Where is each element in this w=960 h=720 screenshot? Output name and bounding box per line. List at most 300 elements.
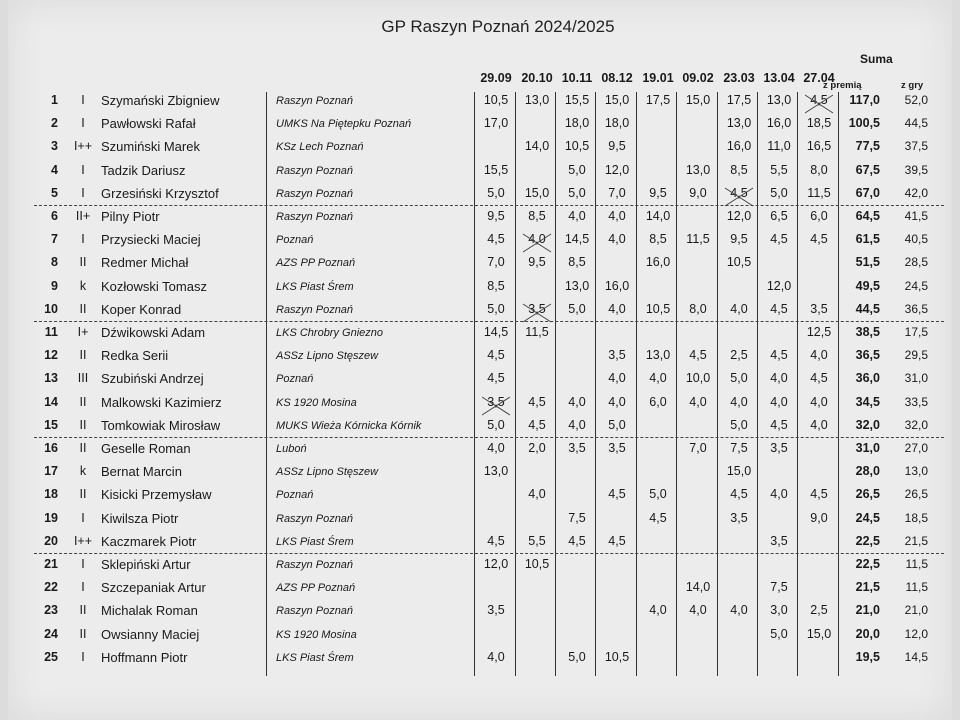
- table-row: [8, 322, 952, 345]
- score-cell: 4,5: [608, 487, 626, 502]
- category-cell: k: [79, 278, 87, 293]
- score-cell: 4,5: [730, 487, 748, 502]
- score-cell: 11,0: [767, 139, 791, 154]
- total-from-games-cell: 42,0: [904, 185, 928, 200]
- score-cell: 9,5: [649, 185, 667, 200]
- club-cell: Raszyn Poznań: [276, 164, 354, 177]
- score-cell: 13,0: [645, 348, 671, 363]
- score-cell: 3,5: [608, 348, 626, 363]
- total-with-bonus-cell: 64,5: [855, 209, 880, 223]
- sub-header-with-bonus: z premią: [823, 80, 862, 91]
- score-cell: 11,5: [686, 232, 710, 247]
- player-name-cell: Hoffmann Piotr: [101, 649, 188, 665]
- score-cell: 9,5: [608, 139, 626, 154]
- score-cell: 5,0: [649, 487, 667, 502]
- total-with-bonus-cell: 28,0: [855, 464, 880, 479]
- table-row: [8, 484, 952, 507]
- total-from-games-cell: 11,5: [905, 557, 928, 571]
- total-with-bonus-cell: 100,5: [848, 116, 880, 131]
- score-cell: 12,0: [483, 557, 509, 571]
- score-cell: 10,5: [483, 93, 509, 107]
- date-header: 08.12: [601, 71, 633, 85]
- score-cell: 4,5: [799, 93, 839, 107]
- rank-cell: 1: [51, 93, 58, 107]
- table-row: [8, 299, 952, 322]
- total-from-games-cell: 11,5: [905, 580, 928, 595]
- score-cell: 3,5: [487, 603, 505, 618]
- score-cell: 7,5: [568, 510, 586, 525]
- table-row: [8, 624, 952, 647]
- total-with-bonus-cell: 44,5: [855, 301, 880, 316]
- player-name-cell: Owsianny Maciej: [101, 626, 200, 642]
- score-cell: 4,0: [730, 301, 748, 316]
- score-cell: 12,0: [726, 209, 752, 223]
- table-row: [8, 183, 952, 206]
- club-cell: LKS Chrobry Gniezno: [276, 327, 383, 339]
- category-cell: II: [79, 626, 87, 641]
- category-cell: II: [79, 348, 87, 363]
- table-row: [8, 345, 952, 368]
- total-with-bonus-cell: 22,5: [855, 533, 880, 548]
- club-cell: KS 1920 Mosina: [276, 628, 357, 641]
- score-cell: 5,5: [770, 162, 788, 177]
- score-cell: 4,0: [517, 232, 557, 246]
- score-cell: 7,5: [770, 580, 788, 595]
- strikethrough-mark: [799, 93, 839, 115]
- category-cell: I: [81, 557, 85, 571]
- club-cell: Raszyn Poznań: [276, 303, 354, 316]
- total-from-games-cell: 18,5: [904, 510, 928, 525]
- date-header: 10.11: [561, 71, 593, 85]
- date-header: 19.01: [642, 71, 674, 85]
- score-cell: 4,0: [608, 371, 626, 386]
- score-cell: 10,0: [685, 371, 711, 386]
- table-row: [8, 577, 952, 600]
- total-with-bonus-cell: 34,5: [855, 394, 880, 409]
- total-from-games-cell: 37,5: [904, 139, 928, 154]
- score-cell: 4,0: [730, 603, 748, 618]
- rank-cell: 25: [44, 649, 58, 664]
- total-with-bonus-cell: 21,5: [855, 580, 880, 595]
- score-cell: 4,0: [730, 394, 748, 409]
- club-cell: ASSz Lipno Stęszew: [276, 466, 379, 479]
- total-from-games-cell: 33,5: [904, 394, 928, 409]
- strikethrough-mark: [517, 232, 557, 254]
- total-with-bonus-cell: 22,5: [855, 557, 880, 571]
- score-cell: 4,5: [528, 394, 546, 409]
- player-name-cell: Bernat Marcin: [101, 464, 182, 480]
- score-cell: 7,0: [487, 255, 505, 270]
- score-cell: 13,0: [685, 162, 711, 177]
- club-cell: MUKS Wieża Kórnicka Kórnik: [276, 419, 422, 432]
- score-cell: 9,5: [730, 232, 748, 247]
- club-cell: ASSz Lipno Stęszew: [276, 350, 379, 363]
- score-cell: 15,5: [483, 162, 509, 177]
- club-cell: Poznań: [276, 373, 314, 386]
- table-row: [8, 392, 952, 415]
- score-cell: 5,0: [487, 417, 505, 432]
- total-with-bonus-cell: 38,5: [855, 325, 880, 339]
- score-cell: 5,0: [770, 185, 788, 200]
- score-cell: 7,5: [730, 441, 748, 455]
- score-cell: 2,5: [730, 348, 748, 363]
- score-cell: 3,5: [608, 441, 626, 455]
- score-cell: 14,0: [685, 580, 711, 595]
- score-cell: 10,5: [645, 301, 671, 316]
- total-from-games-cell: 29,5: [904, 348, 928, 363]
- table-row: [8, 508, 952, 531]
- total-from-games-cell: 32,0: [904, 417, 928, 432]
- player-name-cell: Sklepiński Artur: [101, 557, 191, 572]
- paper-sheet: [8, 0, 952, 720]
- total-with-bonus-cell: 26,5: [855, 487, 880, 502]
- score-cell: 4,5: [649, 510, 667, 525]
- table-row: [8, 113, 952, 136]
- total-from-games-cell: 44,5: [904, 116, 928, 131]
- score-cell: 12,0: [766, 278, 792, 293]
- score-cell: 5,0: [770, 626, 788, 641]
- total-from-games-cell: 36,5: [904, 301, 928, 316]
- score-cell: 4,5: [810, 371, 828, 386]
- total-from-games-cell: 26,5: [904, 487, 928, 502]
- table-row: [8, 554, 952, 577]
- table-row: [8, 136, 952, 159]
- score-cell: 4,5: [487, 533, 505, 548]
- score-cell: 14,0: [645, 209, 671, 223]
- score-cell: 9,5: [528, 255, 546, 270]
- rank-cell: 3: [51, 139, 58, 154]
- player-name-cell: Tomkowiak Mirosław: [101, 417, 221, 433]
- category-cell: II: [79, 417, 87, 432]
- player-name-cell: Kisicki Przemysław: [101, 487, 212, 503]
- total-with-bonus-cell: 20,0: [855, 626, 880, 641]
- score-cell: 5,0: [730, 417, 748, 432]
- score-cell: 4,5: [770, 232, 788, 247]
- score-cell: 3,5: [770, 441, 788, 455]
- score-cell: 8,5: [568, 255, 586, 270]
- score-cell: 4,5: [810, 487, 828, 502]
- player-name-cell: Michalak Roman: [101, 603, 198, 619]
- score-cell: 3,5: [770, 533, 788, 548]
- date-header: 27.04: [803, 71, 835, 85]
- category-cell: I: [81, 232, 85, 247]
- score-cell: 13,0: [766, 93, 792, 107]
- player-name-cell: Szymański Zbigniew: [101, 93, 220, 108]
- score-cell: 13,0: [524, 93, 550, 107]
- club-cell: Raszyn Poznań: [276, 95, 354, 107]
- table-row: [8, 415, 952, 438]
- score-cell: 16,0: [726, 139, 752, 154]
- table-row: [8, 531, 952, 554]
- player-name-cell: Szumiński Marek: [101, 139, 200, 155]
- table-row: [8, 229, 952, 252]
- score-cell: 11,5: [807, 185, 831, 200]
- table-row: [8, 461, 952, 484]
- total-from-games-cell: 52,0: [904, 93, 928, 107]
- score-cell: 6,0: [649, 394, 667, 409]
- score-cell: 17,0: [483, 116, 509, 131]
- score-cell: 16,0: [645, 255, 671, 270]
- total-from-games-cell: 31,0: [904, 371, 928, 386]
- score-cell: 14,5: [564, 232, 590, 247]
- rank-cell: 6: [51, 209, 58, 223]
- table-row: [8, 252, 952, 275]
- category-cell: k: [79, 464, 87, 479]
- rank-cell: 20: [44, 533, 58, 548]
- score-cell: 2,5: [810, 603, 828, 618]
- total-from-games-cell: 13,0: [904, 464, 928, 479]
- table-row: [8, 438, 952, 461]
- score-cell: 2,0: [528, 441, 546, 455]
- rank-cell: 10: [44, 301, 58, 316]
- total-with-bonus-cell: 36,0: [855, 371, 880, 386]
- score-cell: 15,0: [806, 626, 832, 641]
- sub-header-from-games: z gry: [901, 80, 924, 91]
- score-cell: 4,5: [608, 533, 626, 548]
- score-cell: 4,0: [770, 394, 788, 409]
- score-cell: 4,5: [689, 348, 707, 363]
- score-cell: 3,5: [810, 301, 828, 316]
- total-from-games-cell: 14,5: [904, 649, 928, 664]
- table-row: [8, 600, 952, 623]
- score-cell: 4,5: [770, 301, 788, 316]
- score-cell: 3,5: [730, 510, 748, 525]
- club-cell: AZS PP Poznań: [276, 257, 356, 270]
- score-cell: 14,5: [483, 325, 509, 339]
- rank-cell: 2: [51, 116, 58, 131]
- score-cell: 7,0: [608, 185, 626, 200]
- score-cell: 4,0: [689, 394, 707, 409]
- score-cell: 11,5: [525, 325, 549, 339]
- score-cell: 5,0: [730, 371, 748, 386]
- score-cell: 4,0: [649, 371, 667, 386]
- score-cell: 12,5: [806, 325, 832, 339]
- total-with-bonus-cell: 31,0: [855, 441, 880, 455]
- score-cell: 4,0: [770, 487, 788, 502]
- player-name-cell: Dźwikowski Adam: [101, 325, 206, 340]
- score-cell: 18,0: [564, 116, 590, 131]
- total-with-bonus-cell: 24,5: [855, 510, 880, 525]
- player-name-cell: Redka Serii: [101, 348, 169, 364]
- score-cell: 4,0: [487, 649, 505, 664]
- score-cell: 4,0: [770, 371, 788, 386]
- rank-cell: 5: [51, 185, 58, 200]
- total-with-bonus-cell: 51,5: [855, 255, 880, 270]
- score-cell: 4,5: [568, 533, 586, 548]
- category-cell: II: [79, 301, 87, 316]
- player-name-cell: Pawłowski Rafał: [101, 116, 196, 132]
- score-cell: 17,5: [726, 93, 752, 107]
- score-cell: 16,5: [806, 139, 832, 154]
- rank-cell: 24: [44, 626, 58, 641]
- category-cell: II: [79, 394, 87, 409]
- score-cell: 4,5: [770, 348, 788, 363]
- table-row: [8, 368, 952, 391]
- score-cell: 13,0: [483, 464, 509, 479]
- total-from-games-cell: 27,0: [904, 441, 928, 455]
- score-cell: 5,0: [568, 301, 586, 316]
- table-row: [8, 90, 952, 113]
- score-cell: 5,0: [568, 185, 586, 200]
- group-separator: [34, 205, 944, 206]
- score-cell: 5,0: [487, 301, 505, 316]
- score-cell: 4,0: [608, 394, 626, 409]
- table-row: [8, 647, 952, 670]
- score-cell: 4,5: [528, 417, 546, 432]
- club-cell: Raszyn Poznań: [276, 559, 354, 571]
- player-name-cell: Szczepaniak Artur: [101, 580, 206, 596]
- player-name-cell: Malkowski Kazimierz: [101, 394, 222, 410]
- score-cell: 15,0: [685, 93, 711, 107]
- score-cell: 8,0: [810, 162, 828, 177]
- rank-cell: 14: [44, 394, 58, 409]
- score-cell: 8,5: [528, 209, 546, 223]
- score-cell: 18,0: [604, 116, 630, 131]
- rank-cell: 16: [44, 441, 58, 455]
- score-cell: 9,0: [810, 510, 828, 525]
- group-separator: [34, 437, 944, 438]
- score-cell: 4,0: [568, 209, 586, 223]
- score-cell: 4,0: [810, 348, 828, 363]
- group-separator: [34, 321, 944, 322]
- group-separator: [34, 553, 944, 554]
- total-with-bonus-cell: 19,5: [855, 649, 880, 664]
- score-cell: 6,5: [770, 209, 788, 223]
- score-cell: 6,0: [810, 209, 828, 223]
- category-cell: I: [81, 649, 85, 664]
- score-cell: 4,0: [568, 394, 586, 409]
- club-cell: Raszyn Poznań: [276, 211, 354, 223]
- date-header: 29.09: [480, 71, 512, 85]
- category-cell: II+: [75, 209, 91, 223]
- rank-cell: 11: [44, 325, 58, 339]
- table-row: [8, 160, 952, 183]
- score-cell: 3,5: [476, 395, 516, 409]
- total-from-games-cell: 21,0: [904, 603, 928, 618]
- score-cell: 3,5: [568, 441, 586, 455]
- score-cell: 13,0: [726, 116, 752, 131]
- club-cell: LKS Piast Śrem: [276, 651, 354, 664]
- score-cell: 9,0: [689, 185, 707, 200]
- total-from-games-cell: 17,5: [904, 325, 928, 339]
- rank-cell: 22: [44, 580, 58, 595]
- date-header: 13.04: [763, 71, 795, 85]
- score-cell: 4,5: [719, 186, 759, 200]
- rank-cell: 9: [51, 278, 58, 293]
- score-cell: 4,0: [649, 603, 667, 618]
- score-cell: 4,5: [487, 348, 505, 363]
- total-with-bonus-cell: 67,0: [855, 185, 880, 200]
- score-cell: 10,5: [604, 649, 630, 664]
- total-with-bonus-cell: 36,5: [855, 348, 880, 363]
- club-cell: Poznań: [276, 489, 314, 502]
- score-cell: 12,0: [604, 162, 630, 177]
- club-cell: UMKS Na Piętерku Poznań: [276, 118, 412, 131]
- score-cell: 5,0: [568, 649, 586, 664]
- rank-cell: 23: [44, 603, 58, 618]
- rank-cell: 12: [44, 348, 58, 363]
- score-cell: 17,5: [645, 93, 671, 107]
- category-cell: I: [81, 116, 85, 131]
- category-cell: I: [81, 510, 85, 525]
- category-cell: II: [79, 603, 87, 618]
- total-with-bonus-cell: 77,5: [855, 139, 880, 154]
- score-cell: 10,5: [524, 557, 550, 571]
- score-cell: 4,0: [528, 487, 546, 502]
- category-cell: I++: [73, 139, 93, 154]
- score-cell: 16,0: [766, 116, 792, 131]
- player-name-cell: Kozłowski Tomasz: [101, 278, 207, 294]
- score-cell: 13,0: [564, 278, 590, 293]
- score-cell: 4,0: [608, 232, 626, 247]
- total-with-bonus-cell: 61,5: [855, 232, 880, 247]
- page-title: GP Raszyn Poznań 2024/2025: [381, 17, 615, 36]
- total-with-bonus-cell: 32,0: [855, 417, 880, 432]
- score-cell: 4,5: [487, 232, 505, 247]
- score-cell: 4,5: [487, 371, 505, 386]
- score-cell: 9,5: [487, 209, 505, 223]
- rank-cell: 15: [44, 417, 58, 432]
- date-header: 20.10: [521, 71, 553, 85]
- category-cell: I: [81, 93, 85, 107]
- score-cell: 5,0: [608, 417, 626, 432]
- rank-cell: 7: [51, 232, 58, 247]
- score-cell: 4,0: [487, 441, 505, 455]
- category-cell: I++: [73, 533, 93, 548]
- player-name-cell: Geselle Roman: [101, 441, 191, 456]
- score-cell: 4,0: [810, 417, 828, 432]
- score-cell: 4,0: [608, 209, 626, 223]
- total-with-bonus-cell: 117,0: [849, 93, 880, 107]
- rank-cell: 19: [44, 510, 58, 525]
- score-cell: 15,5: [564, 93, 590, 107]
- category-cell: II: [79, 487, 87, 502]
- category-cell: I: [81, 162, 85, 177]
- table-row: [8, 206, 952, 229]
- category-cell: III: [77, 371, 89, 386]
- date-header: 09.02: [682, 71, 714, 85]
- score-cell: 8,5: [649, 232, 667, 247]
- score-cell: 7,0: [689, 441, 707, 455]
- total-from-games-cell: 40,5: [904, 232, 928, 247]
- player-name-cell: Redmer Michał: [101, 255, 189, 271]
- score-cell: 4,0: [568, 417, 586, 432]
- player-name-cell: Przysiecki Maciej: [101, 232, 201, 248]
- club-cell: AZS PP Poznań: [276, 582, 356, 595]
- score-cell: 5,0: [568, 162, 586, 177]
- rank-cell: 13: [44, 371, 58, 386]
- score-cell: 4,0: [810, 394, 828, 409]
- score-cell: 18,5: [806, 116, 832, 131]
- club-cell: Raszyn Poznań: [276, 605, 354, 618]
- total-from-games-cell: 12,0: [904, 626, 928, 641]
- rank-cell: 17: [44, 464, 58, 479]
- score-cell: 3,5: [517, 302, 557, 316]
- score-cell: 3,0: [770, 603, 788, 618]
- total-with-bonus-cell: 49,5: [855, 278, 880, 293]
- category-cell: I+: [77, 325, 89, 339]
- score-cell: 8,5: [730, 162, 748, 177]
- score-cell: 15,0: [524, 185, 550, 200]
- category-cell: II: [79, 441, 87, 455]
- club-cell: Raszyn Poznań: [276, 512, 354, 525]
- player-name-cell: Grzesiński Krzysztof: [101, 185, 219, 201]
- score-cell: 15,0: [726, 464, 752, 479]
- total-from-games-cell: 24,5: [904, 278, 928, 293]
- rank-cell: 4: [51, 162, 58, 177]
- club-cell: LKS Piast Śrem: [276, 535, 354, 548]
- club-cell: Raszyn Poznań: [276, 187, 354, 200]
